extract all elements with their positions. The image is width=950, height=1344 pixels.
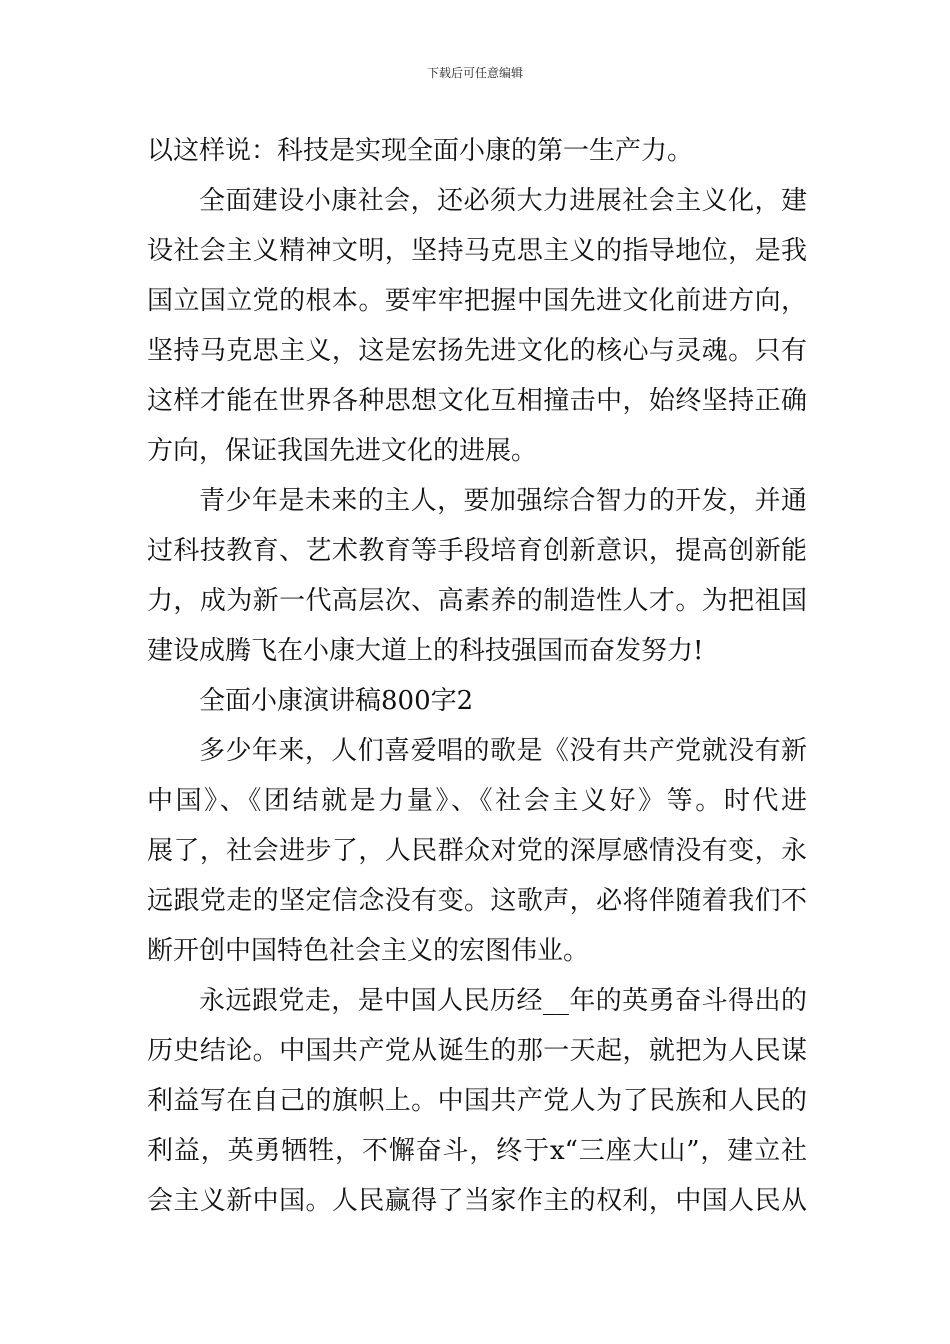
text-line: 断开创中国特色社会主义的宏图伟业。: [147, 936, 590, 966]
text-line: 青少年是未来的主人，要加强综合智力的开发，并通: [199, 486, 807, 516]
text-line: 全面小康演讲稿800字2: [199, 686, 474, 716]
text-line: 设社会主义精神文明，坚持马克思主义的指导地位，是我: [147, 236, 807, 266]
text-line: 永远跟党走，是中国人民历经__年的英勇奋斗得出的: [199, 986, 807, 1016]
text-line: 利益写在自己的旗帜上。中国共产党人为了民族和人民的: [147, 1086, 807, 1116]
text-line: 展了，社会进步了，人民群众对党的深厚感情没有变，永: [147, 836, 807, 866]
text-line: 国立国立党的根本。要牢牢把握中国先进文化前进方向，: [147, 286, 807, 316]
text-line: 建设成腾飞在小康大道上的科技强国而奋发努力!: [147, 636, 704, 666]
text-line: 全面建设小康社会，还必须大力进展社会主义化，建: [199, 186, 807, 216]
text-line: 中国》、《团结就是力量》、《社会主义好》等。时代进: [147, 786, 807, 816]
page-header: 下载后可任意编辑: [426, 66, 523, 80]
text-line: 以这样说：科技是实现全面小康的第一生产力。: [147, 136, 694, 166]
document-body: [147, 126, 807, 1226]
text-line: 多少年来，人们喜爱唱的歌是《没有共产党就没有新: [199, 736, 807, 766]
text-line: 力，成为新一代高层次、高素养的制造性人才。为把祖国: [147, 586, 807, 616]
text-line: 远跟党走的坚定信念没有变。这歌声，必将伴随着我们不: [147, 886, 807, 916]
text-line: 过科技教育、艺术教育等手段培育创新意识，提高创新能: [147, 536, 807, 566]
text-line: 方向，保证我国先进文化的进展。: [147, 436, 538, 466]
text-line: 坚持马克思主义，这是宏扬先进文化的核心与灵魂。只有: [147, 336, 807, 366]
text-line: 这样才能在世界各种思想文化互相撞击中，始终坚持正确: [147, 386, 807, 416]
text-line: 历史结论。中国共产党从诞生的那一天起，就把为人民谋: [147, 1036, 807, 1066]
text-line: 利益，英勇牺牲，不懈奋斗，终于x“三座大山”，建立社: [147, 1136, 807, 1166]
text-line: 会主义新中国。人民赢得了当家作主的权利，中国人民从: [147, 1186, 807, 1216]
